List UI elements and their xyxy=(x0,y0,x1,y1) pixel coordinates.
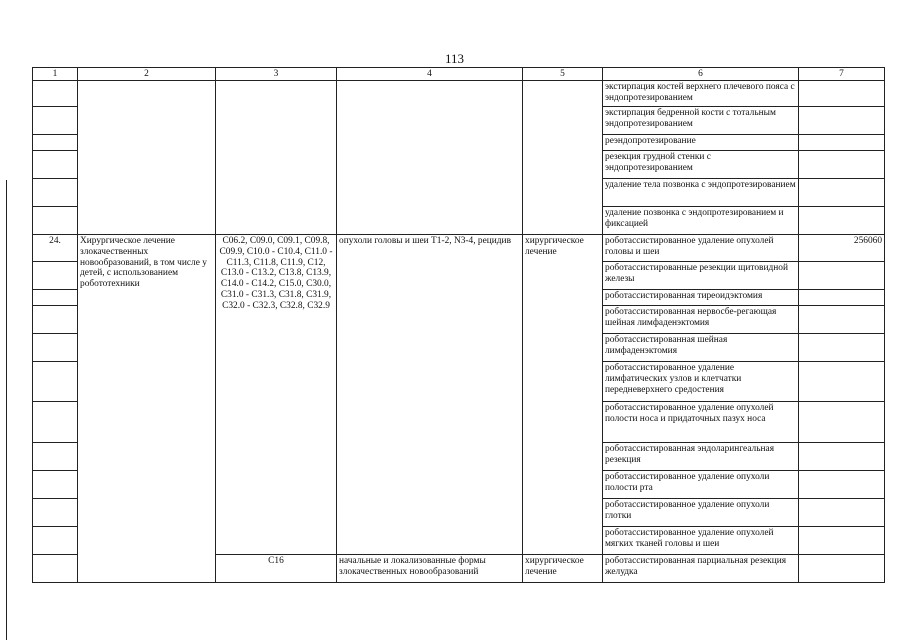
cost-cell xyxy=(799,443,885,471)
method-cell: роботассистированная тиреоидэктомия xyxy=(603,290,799,306)
method-cell: роботассистированная парциальная резекция желудка xyxy=(603,555,799,583)
cost-cell xyxy=(799,179,885,207)
treatment-cell: хирургическое лечение xyxy=(523,235,603,555)
method-cell: роботассистированная нервосбе-регающая шейная лимфаденэктомия xyxy=(603,306,799,334)
header-cell: 3 xyxy=(216,68,337,81)
method-cell: реэндопротезирование xyxy=(603,135,799,151)
number-cell xyxy=(33,290,78,306)
number-cell xyxy=(33,179,78,207)
header-cell: 7 xyxy=(799,68,885,81)
cost-cell: 256060 xyxy=(799,235,885,262)
cost-cell xyxy=(799,290,885,306)
cost-cell xyxy=(799,499,885,527)
method-cell: экстирпация костей верхнего плечевого пояса с эндопротезированием xyxy=(603,81,799,107)
header-cell: 4 xyxy=(337,68,523,81)
treatment-cell xyxy=(523,81,603,235)
header-cell: 5 xyxy=(523,68,603,81)
cost-cell xyxy=(799,527,885,555)
method-cell: роботассистированная шейная лимфаденэктомия xyxy=(603,334,799,362)
header-cell: 2 xyxy=(78,68,216,81)
method-cell: роботассистированные резекции щитовидной железы xyxy=(603,262,799,290)
cost-cell xyxy=(799,334,885,362)
treatment-cell: хирургическое лечение xyxy=(523,555,603,583)
method-cell: роботассистированное удаление лимфатических узлов и клетчатки передневерхнего средостения xyxy=(603,362,799,402)
number-cell xyxy=(33,471,78,499)
method-cell: роботассистированное удаление опухоли полости рта xyxy=(603,471,799,499)
number-cell xyxy=(33,499,78,527)
cost-cell xyxy=(799,306,885,334)
binding-line xyxy=(6,180,7,640)
header-cell: 6 xyxy=(603,68,799,81)
method-cell: резекция грудной стенки с эндопротезированием xyxy=(603,151,799,179)
codes-cell xyxy=(216,81,337,235)
number-cell xyxy=(33,402,78,443)
model-cell: начальные и локализованные формы злокачественных новообразований xyxy=(337,555,523,583)
method-cell: удаление тела позвонка с эндопротезированием xyxy=(603,179,799,207)
number-cell: 24. xyxy=(33,235,78,262)
cost-cell xyxy=(799,151,885,179)
method-cell: роботассистированная эндоларингеальная резекция xyxy=(603,443,799,471)
number-cell xyxy=(33,207,78,235)
number-cell xyxy=(33,151,78,179)
name-cell: Хирургическое лечение злокачественных новообразований, в том числе у детей, с использованием робототехники xyxy=(78,235,216,583)
number-cell xyxy=(33,135,78,151)
method-cell: роботассистированное удаление опухолей головы и шеи xyxy=(603,235,799,262)
table-row xyxy=(33,81,885,107)
method-cell: роботассистированное удаление опухолей мягких тканей головы и шеи xyxy=(603,527,799,555)
codes-cell: С16 xyxy=(216,555,337,583)
cost-cell xyxy=(799,471,885,499)
number-cell xyxy=(33,555,78,583)
cost-cell xyxy=(799,402,885,443)
method-cell: экстирпация бедренной кости с тотальным эндопротезированием xyxy=(603,107,799,135)
number-cell xyxy=(33,527,78,555)
table-row xyxy=(33,235,885,262)
number-cell xyxy=(33,262,78,290)
name-cell xyxy=(78,81,216,235)
cost-cell xyxy=(799,81,885,107)
model-cell xyxy=(337,81,523,235)
cost-cell xyxy=(799,262,885,290)
number-cell xyxy=(33,362,78,402)
cost-cell xyxy=(799,107,885,135)
cost-cell xyxy=(799,555,885,583)
number-cell xyxy=(33,306,78,334)
number-cell xyxy=(33,443,78,471)
method-cell: роботассистированное удаление опухолей полости носа и придаточных пазух носа xyxy=(603,402,799,443)
codes-cell: С06.2, С09.0, С09.1, С09.8, С09.9, С10.0 - С10.4, С11.0 - С11.3, С11.8, С11.9, С12, С13.0 - С13.2, С13.8, С13.9, С14.0 - С14.2, С15.0, С30.0, С31.0 - С31.3, С31.8, С31.9, С32.0 - С32.3, С32.8, С32.9 xyxy=(216,235,337,555)
header-cell: 1 xyxy=(33,68,78,81)
header-row xyxy=(33,68,885,81)
cost-cell xyxy=(799,207,885,235)
medical-care-table xyxy=(32,67,885,583)
number-cell xyxy=(33,107,78,135)
page-number: 113 xyxy=(445,51,465,66)
cost-cell xyxy=(799,362,885,402)
method-cell: удаление позвонка с эндопротезированием и фиксацией xyxy=(603,207,799,235)
model-cell: опухоли головы и шеи Т1-2, N3-4, рецидив xyxy=(337,235,523,555)
method-cell: роботассистированное удаление опухоли глотки xyxy=(603,499,799,527)
cost-cell xyxy=(799,135,885,151)
number-cell xyxy=(33,334,78,362)
number-cell xyxy=(33,81,78,107)
